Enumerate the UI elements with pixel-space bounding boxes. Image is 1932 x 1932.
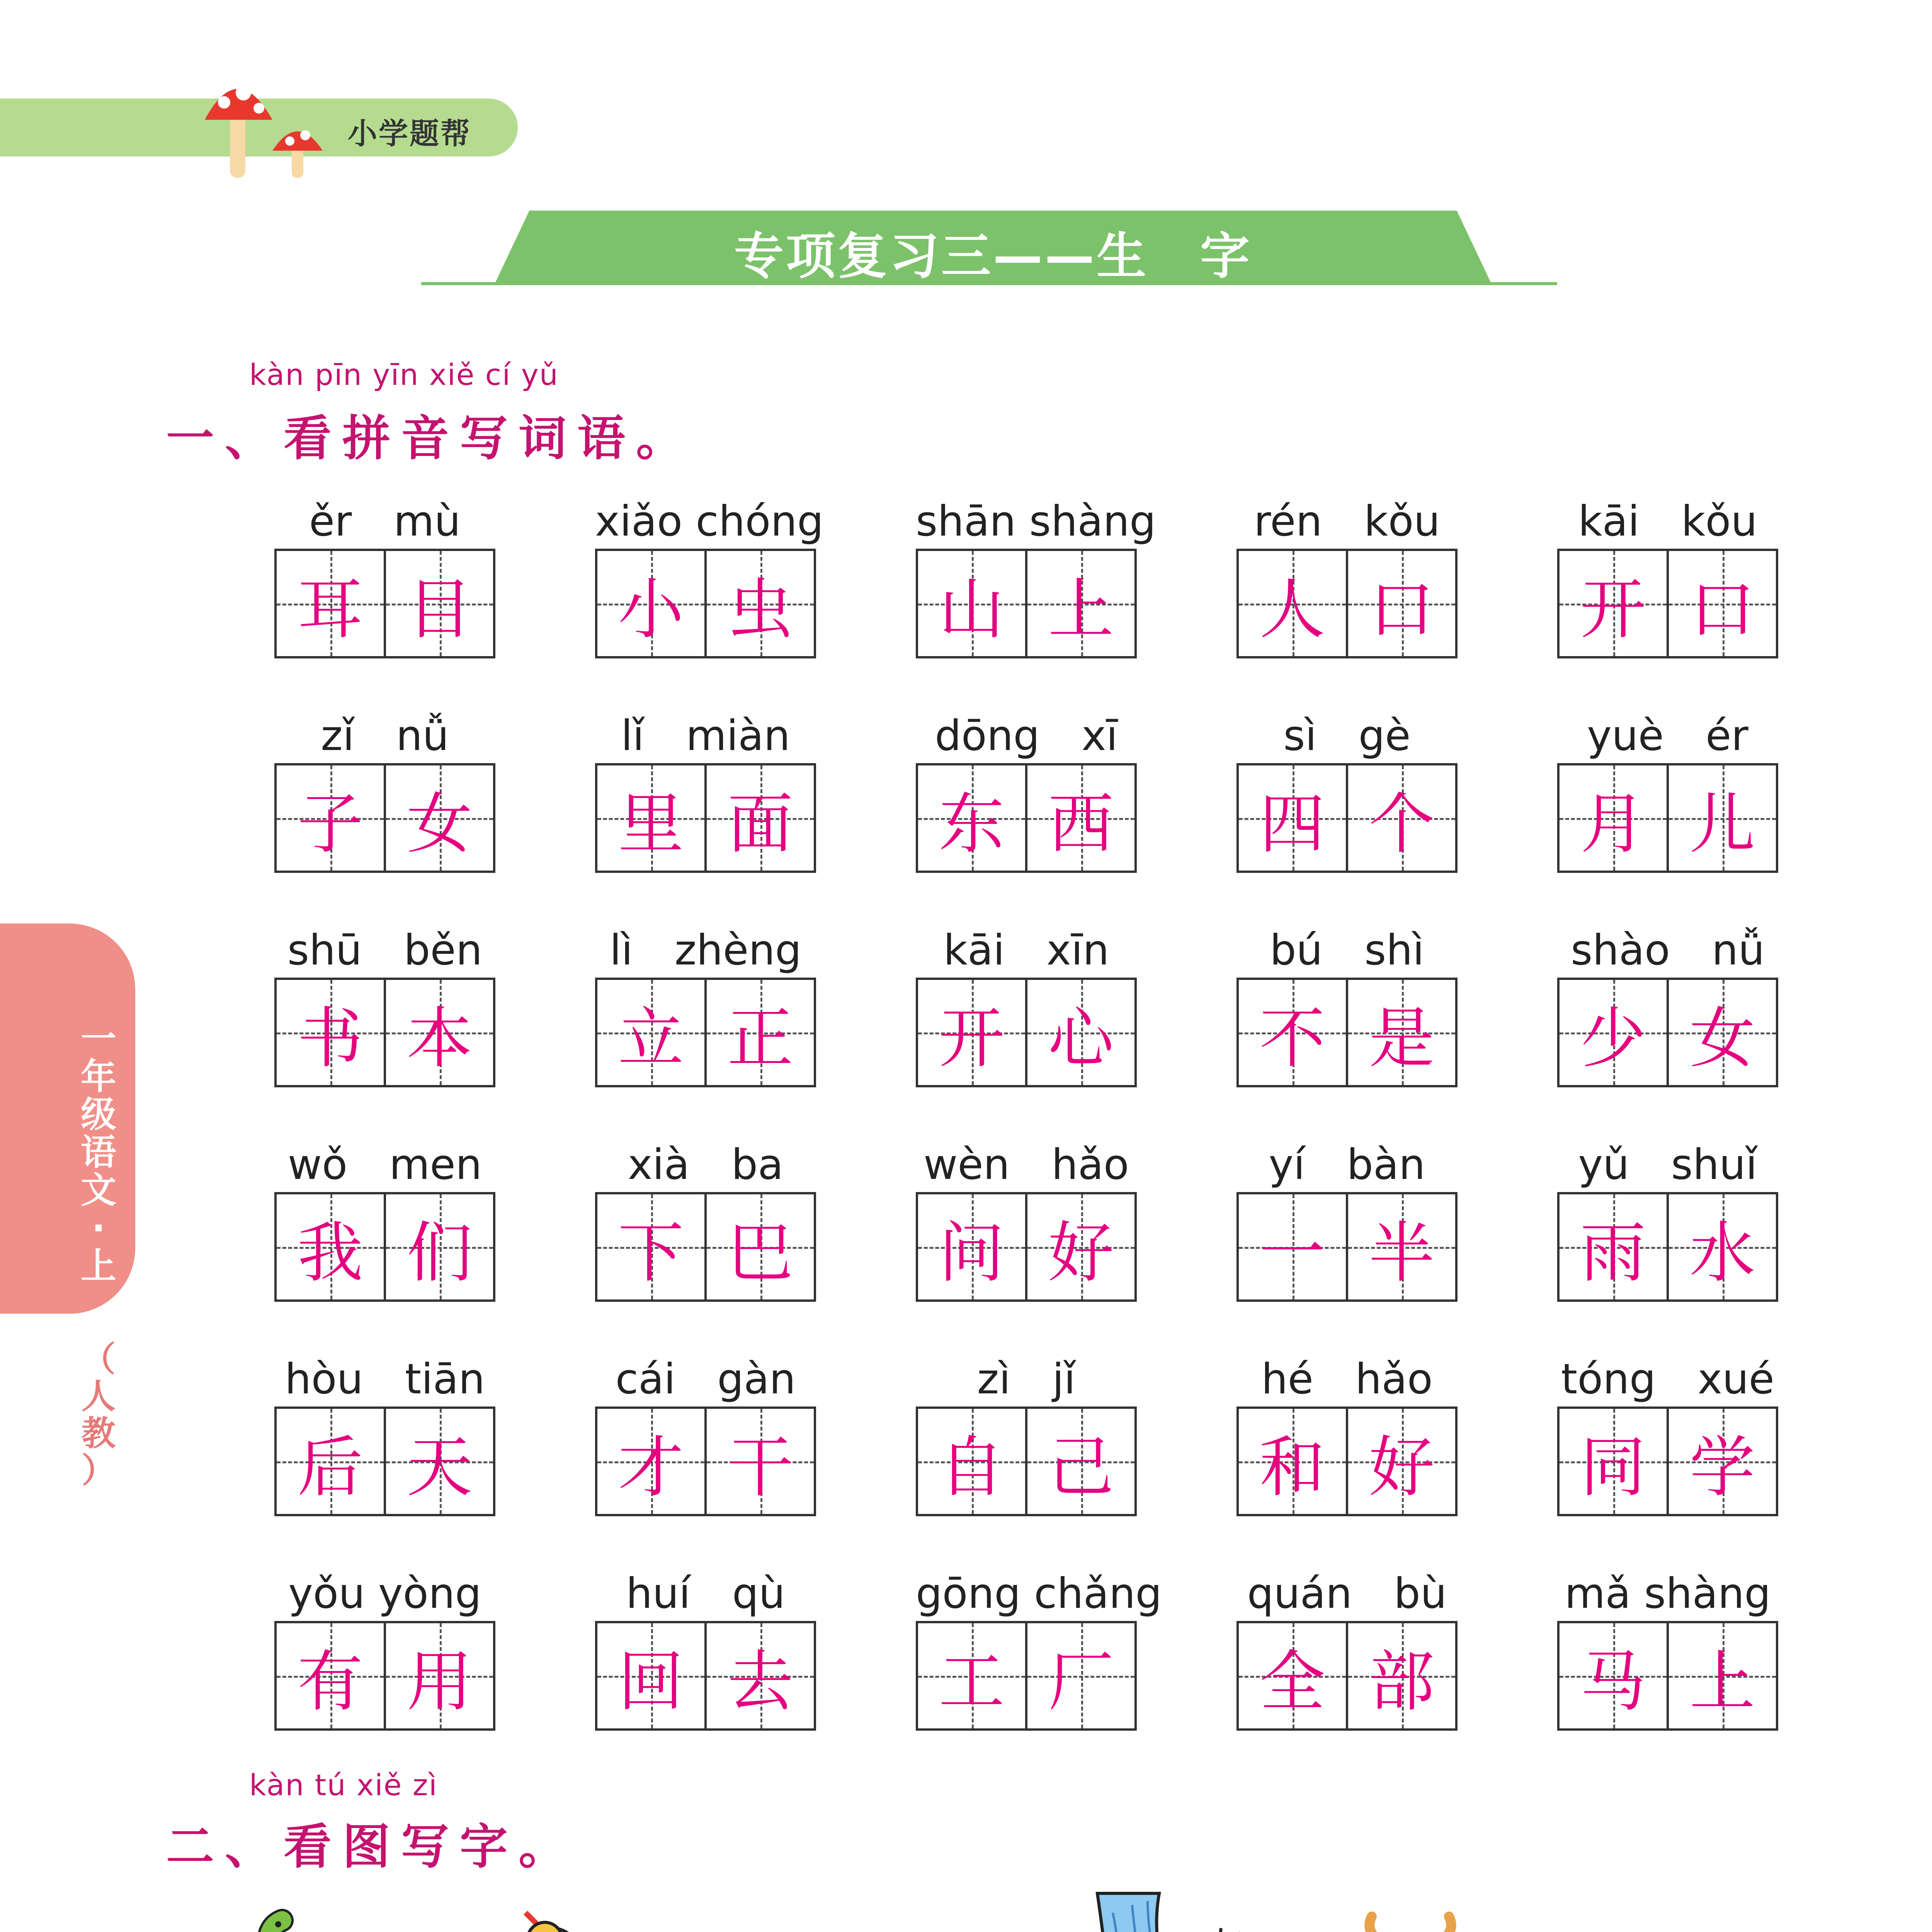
tian-cell[interactable] xyxy=(597,765,704,871)
answer-char: 女 xyxy=(1689,1000,1755,1077)
tian-cell[interactable] xyxy=(597,1194,704,1299)
answer-char: 立 xyxy=(618,1000,684,1077)
vocab-item xyxy=(1236,923,1458,1087)
answer-char: 自 xyxy=(939,1429,1005,1506)
tian-cell[interactable] xyxy=(384,1194,493,1299)
tian-cell[interactable] xyxy=(1239,551,1346,656)
tian-cell[interactable] xyxy=(277,1194,384,1299)
answer-char: 下 xyxy=(618,1214,684,1291)
tian-grid[interactable] xyxy=(1557,1192,1778,1302)
answer-char: 里 xyxy=(618,786,684,862)
tian-grid[interactable] xyxy=(1236,763,1458,873)
vocab-pinyin: hòu tiān xyxy=(285,1355,485,1403)
answer-char: 虫 xyxy=(727,571,793,648)
answer-char: 雨 xyxy=(1580,1214,1646,1291)
section2-pinyin: kàn tú xiě zì xyxy=(249,1768,438,1802)
answer-char: 水 xyxy=(1689,1214,1755,1291)
answer-char: 好 xyxy=(1048,1214,1114,1291)
vocab-item xyxy=(595,1138,816,1302)
vocab-pinyin: sì gè xyxy=(1283,712,1411,760)
answer-char: 用 xyxy=(406,1643,473,1720)
tian-grid[interactable] xyxy=(595,549,816,658)
vocab-pinyin: zǐ nǚ xyxy=(321,712,449,760)
answer-char: 厂 xyxy=(1048,1643,1114,1720)
answer-char: 后 xyxy=(297,1429,363,1506)
vocab-item xyxy=(1557,709,1778,873)
tian-cell[interactable] xyxy=(1239,1623,1346,1728)
tian-cell[interactable] xyxy=(384,1623,493,1728)
vocab-item xyxy=(1557,495,1778,658)
answer-char: 女 xyxy=(406,786,473,862)
vocab-pinyin: yǔ shuǐ xyxy=(1578,1141,1757,1189)
tian-cell[interactable] xyxy=(918,980,1025,1085)
answer-char: 开 xyxy=(1580,571,1646,648)
vocab-pinyin: xià ba xyxy=(628,1141,784,1189)
tian-cell[interactable] xyxy=(277,1623,384,1728)
vocab-item xyxy=(595,495,824,658)
answer-char: 学 xyxy=(1689,1429,1755,1506)
vocab-pinyin: gōng chǎng xyxy=(916,1570,1162,1618)
tian-cell[interactable] xyxy=(277,765,384,871)
tian-grid[interactable] xyxy=(916,763,1137,873)
answer-char: 子 xyxy=(297,786,363,862)
tian-cell[interactable] xyxy=(1560,1409,1667,1514)
vocab-item xyxy=(1557,1352,1778,1516)
vocab-item xyxy=(1557,1567,1778,1731)
tian-grid[interactable] xyxy=(916,549,1137,658)
tian-grid[interactable] xyxy=(1557,1406,1778,1516)
tian-cell[interactable] xyxy=(1667,1194,1776,1299)
tian-cell[interactable] xyxy=(704,980,814,1085)
answer-char: 上 xyxy=(1048,571,1114,648)
answer-char: 我 xyxy=(297,1214,363,1291)
tian-cell[interactable] xyxy=(704,1194,814,1299)
tian-grid[interactable] xyxy=(274,1192,495,1302)
answer-char: 工 xyxy=(939,1643,1005,1720)
tian-cell[interactable] xyxy=(1025,980,1134,1085)
tian-cell[interactable] xyxy=(1346,1623,1455,1728)
tian-cell[interactable] xyxy=(1239,1409,1346,1514)
tian-grid[interactable] xyxy=(1236,549,1458,658)
vocab-pinyin: ěr mù xyxy=(309,497,461,546)
tian-cell[interactable] xyxy=(384,1409,493,1514)
tian-cell[interactable] xyxy=(384,765,493,871)
answer-char: 一 xyxy=(1259,1214,1325,1291)
vocab-item xyxy=(274,1352,495,1516)
vocab-pinyin: lì zhèng xyxy=(609,926,802,975)
vocab-pinyin: xiǎo chóng xyxy=(595,497,824,546)
answer-char: 去 xyxy=(727,1643,793,1720)
answer-char: 人 xyxy=(1259,571,1325,648)
vocab-pinyin: huí qù xyxy=(626,1570,785,1618)
answer-char: 目 xyxy=(406,571,473,648)
tian-cell[interactable] xyxy=(1025,765,1134,871)
tian-cell[interactable] xyxy=(1025,1409,1134,1514)
tian-cell[interactable] xyxy=(918,1623,1025,1728)
tian-cell[interactable] xyxy=(1346,1409,1455,1514)
tian-cell[interactable] xyxy=(1667,1623,1776,1728)
answer-char: 山 xyxy=(939,571,1005,648)
tian-cell[interactable] xyxy=(384,551,493,656)
answer-char: 马 xyxy=(1580,1643,1646,1720)
answer-char: 口 xyxy=(1689,571,1755,648)
vocab-item xyxy=(1236,495,1458,658)
section1-title: 一、看拼音写词语。 xyxy=(166,410,695,466)
answer-char: 心 xyxy=(1048,1000,1114,1077)
tian-cell[interactable] xyxy=(1239,1194,1346,1299)
answer-char: 开 xyxy=(939,1000,1005,1077)
answer-char: 月 xyxy=(1580,786,1646,862)
answer-char: 是 xyxy=(1369,1000,1435,1077)
tian-grid[interactable] xyxy=(595,1192,816,1302)
vocab-pinyin: zì jǐ xyxy=(977,1355,1076,1403)
vocab-item xyxy=(274,1138,495,1302)
tian-cell[interactable] xyxy=(918,1194,1025,1299)
tian-cell[interactable] xyxy=(1560,765,1667,871)
vocab-item xyxy=(274,495,495,658)
tian-cell[interactable] xyxy=(918,551,1025,656)
answer-char: 同 xyxy=(1580,1429,1646,1506)
tian-cell[interactable] xyxy=(1346,980,1455,1085)
vocab-item xyxy=(1557,923,1778,1087)
answer-char: 们 xyxy=(406,1214,473,1291)
vocab-item xyxy=(916,1567,1162,1731)
answer-char: 己 xyxy=(1048,1429,1114,1506)
page-title: 专项复习三——生 字 xyxy=(734,228,1252,285)
tian-grid[interactable] xyxy=(274,1406,495,1516)
answer-char: 全 xyxy=(1259,1643,1325,1720)
tian-cell[interactable] xyxy=(1239,980,1346,1085)
answer-char: 有 xyxy=(297,1643,363,1720)
vocab-pinyin: yí bàn xyxy=(1269,1141,1425,1189)
answer-char: 小 xyxy=(618,571,684,648)
tian-cell[interactable] xyxy=(918,765,1025,871)
vocab-pinyin: bú shì xyxy=(1270,926,1424,975)
vocab-item xyxy=(274,923,495,1087)
tian-grid[interactable] xyxy=(595,763,816,873)
tian-cell[interactable] xyxy=(1667,765,1776,871)
vocab-item xyxy=(916,1138,1137,1302)
answer-char: 正 xyxy=(727,1000,793,1077)
vocab-pinyin: kāi kǒu xyxy=(1578,497,1757,546)
vocab-item xyxy=(916,923,1137,1087)
side-tab-edition: （ 人 教 ） xyxy=(81,1339,116,1490)
ox-icon xyxy=(1349,1901,1526,1932)
tian-grid[interactable] xyxy=(1557,1621,1778,1731)
tian-grid[interactable] xyxy=(916,1406,1137,1516)
vocab-item xyxy=(1236,1352,1458,1516)
tian-cell[interactable] xyxy=(1025,551,1134,656)
answer-char: 巴 xyxy=(727,1214,793,1291)
mushroom-icon xyxy=(201,66,340,182)
tian-grid[interactable] xyxy=(1557,763,1778,873)
worm-icon xyxy=(247,1905,402,1932)
answer-char: 本 xyxy=(406,1000,473,1077)
section2-title: 二、看图写字。 xyxy=(166,1819,578,1875)
tian-cell[interactable] xyxy=(597,1409,704,1514)
tian-cell[interactable] xyxy=(704,1623,814,1728)
tian-cell[interactable] xyxy=(1346,765,1455,871)
vocab-item xyxy=(916,495,1156,658)
tian-grid[interactable] xyxy=(1236,1192,1458,1302)
vocab-pinyin: shū běn xyxy=(287,926,483,975)
answer-char: 回 xyxy=(618,1643,684,1720)
tian-cell[interactable] xyxy=(1667,980,1776,1085)
tian-cell[interactable] xyxy=(1239,765,1346,871)
tian-cell[interactable] xyxy=(1560,1194,1667,1299)
tian-grid[interactable] xyxy=(916,1192,1137,1302)
answer-char: 儿 xyxy=(1689,786,1755,862)
tian-cell[interactable] xyxy=(277,551,384,656)
vocab-pinyin: quán bù xyxy=(1247,1570,1447,1618)
answer-char: 部 xyxy=(1369,1643,1435,1720)
tian-cell[interactable] xyxy=(1560,1623,1667,1728)
tian-cell[interactable] xyxy=(1025,1623,1134,1728)
tian-cell[interactable] xyxy=(918,1409,1025,1514)
vocab-item xyxy=(916,1352,1137,1516)
tian-cell[interactable] xyxy=(277,980,384,1085)
tian-cell[interactable] xyxy=(1667,1409,1776,1514)
tian-grid[interactable] xyxy=(274,549,495,658)
vocab-pinyin: kāi xīn xyxy=(943,926,1109,975)
vocab-item xyxy=(916,709,1137,873)
tian-grid[interactable] xyxy=(274,1621,495,1731)
bird-icon xyxy=(502,1905,688,1932)
vocab-item xyxy=(1236,709,1458,873)
tian-cell[interactable] xyxy=(597,551,704,656)
tian-cell[interactable] xyxy=(704,765,814,871)
tian-cell[interactable] xyxy=(704,551,814,656)
tian-cell[interactable] xyxy=(1667,551,1776,656)
tian-grid[interactable] xyxy=(1236,1406,1458,1516)
tian-cell[interactable] xyxy=(277,1409,384,1514)
vocab-item xyxy=(1236,1138,1458,1302)
tian-cell[interactable] xyxy=(1560,551,1667,656)
tian-grid[interactable] xyxy=(1236,1621,1458,1731)
tian-grid[interactable] xyxy=(1557,549,1778,658)
answer-char: 半 xyxy=(1369,1214,1435,1291)
river-icon xyxy=(1090,1889,1260,1932)
side-tab-grade: 一 年 级 语 文 · 上 xyxy=(80,1018,116,1287)
tian-cell[interactable] xyxy=(597,1623,704,1728)
vocab-item xyxy=(595,923,816,1087)
tian-cell[interactable] xyxy=(1560,980,1667,1085)
vocab-pinyin: lǐ miàn xyxy=(621,712,790,760)
answer-char: 好 xyxy=(1369,1429,1435,1506)
answer-char: 上 xyxy=(1689,1643,1755,1720)
tian-grid[interactable] xyxy=(595,978,816,1087)
tian-cell[interactable] xyxy=(1346,551,1455,656)
answer-char: 问 xyxy=(939,1214,1005,1291)
vocab-item xyxy=(274,709,495,873)
vocab-pinyin: yuè ér xyxy=(1587,712,1748,760)
answer-char: 和 xyxy=(1259,1429,1325,1506)
answer-char: 天 xyxy=(406,1429,473,1506)
tian-cell[interactable] xyxy=(1346,1194,1455,1299)
brand-title: 小学题帮 xyxy=(348,116,471,151)
vocab-pinyin: wèn hǎo xyxy=(923,1141,1129,1189)
section1-pinyin: kàn pīn yīn xiě cí yǔ xyxy=(249,357,559,392)
vocab-pinyin: dōng xī xyxy=(935,712,1118,760)
vocab-pinyin: shān shàng xyxy=(916,497,1156,546)
answer-char: 四 xyxy=(1259,786,1325,862)
answer-char: 不 xyxy=(1259,1000,1325,1077)
tian-grid[interactable] xyxy=(274,978,495,1087)
tian-grid[interactable] xyxy=(274,763,495,873)
vocab-pinyin: shào nǚ xyxy=(1571,926,1765,975)
vocab-pinyin: cái gàn xyxy=(615,1355,796,1403)
vocab-item xyxy=(274,1567,495,1731)
answer-char: 书 xyxy=(297,1000,363,1077)
vocab-item xyxy=(595,709,816,873)
vocab-pinyin: wǒ men xyxy=(287,1141,482,1189)
answer-char: 耳 xyxy=(297,571,363,648)
tian-cell[interactable] xyxy=(384,980,493,1085)
tian-grid[interactable] xyxy=(916,1621,1137,1731)
vocab-pinyin: yǒu yòng xyxy=(288,1570,481,1618)
answer-char: 才 xyxy=(618,1429,684,1506)
tian-cell[interactable] xyxy=(597,980,704,1085)
tian-cell[interactable] xyxy=(1025,1194,1134,1299)
answer-char: 少 xyxy=(1580,1000,1646,1077)
answer-char: 东 xyxy=(939,786,1005,862)
tian-grid[interactable] xyxy=(1557,978,1778,1087)
vocab-item xyxy=(1557,1138,1778,1302)
vocab-pinyin: rén kǒu xyxy=(1254,497,1440,546)
answer-char: 西 xyxy=(1048,786,1114,862)
tian-grid[interactable] xyxy=(1236,978,1458,1087)
tian-grid[interactable] xyxy=(916,978,1137,1087)
vocab-item xyxy=(595,1352,816,1516)
tian-grid[interactable] xyxy=(595,1406,816,1516)
answer-char: 面 xyxy=(727,786,793,862)
answer-char: 干 xyxy=(727,1429,793,1506)
tian-grid[interactable] xyxy=(595,1621,816,1731)
vocab-pinyin: mǎ shàng xyxy=(1565,1570,1771,1618)
vocab-item xyxy=(1236,1567,1458,1731)
vocab-pinyin: tóng xué xyxy=(1561,1355,1775,1403)
tian-cell[interactable] xyxy=(704,1409,814,1514)
vocab-item xyxy=(595,1567,816,1731)
answer-char: 个 xyxy=(1369,786,1435,862)
vocab-pinyin: hé hǎo xyxy=(1261,1355,1433,1403)
answer-char: 口 xyxy=(1369,571,1435,648)
